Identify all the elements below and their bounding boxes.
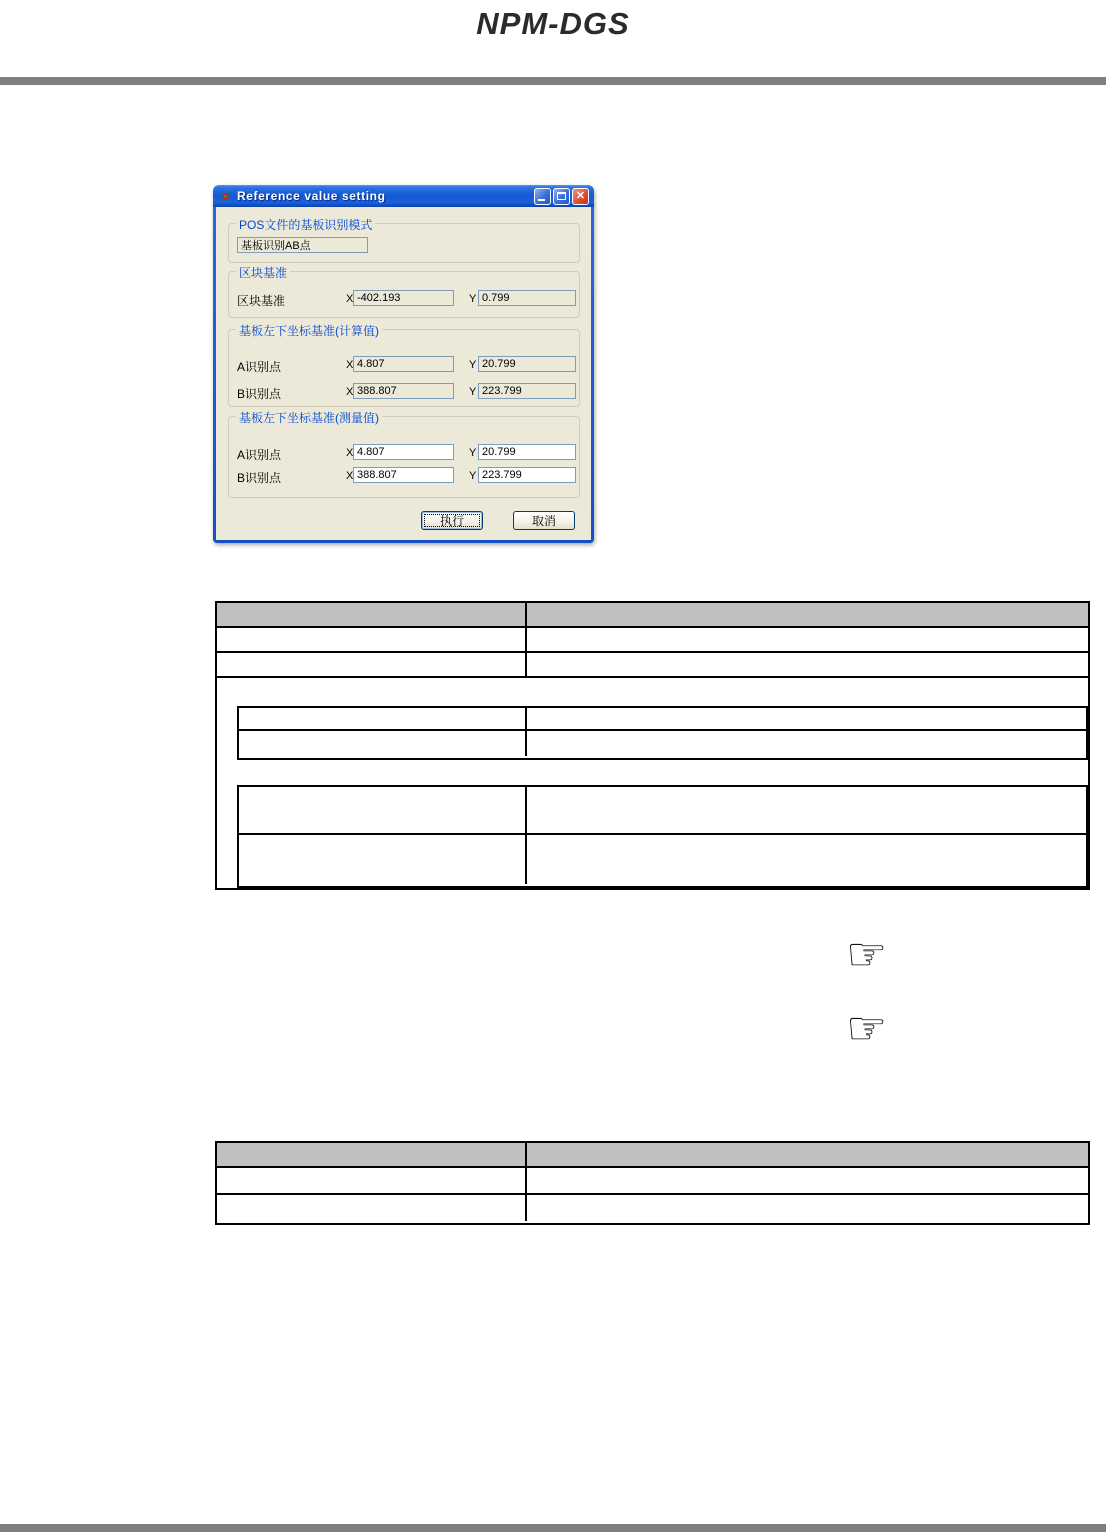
reference-value-setting-dialog: [213, 185, 594, 543]
table-header-cell: [217, 603, 527, 626]
table-cell: [239, 708, 527, 729]
table-cell: [217, 1195, 527, 1221]
x-axis-label: X: [346, 293, 354, 305]
group-pos-recognition-mode-caption: POS文件的基板识别模式: [236, 216, 375, 233]
point-b-meas-y-field[interactable]: [478, 467, 576, 483]
block-reference-x-field[interactable]: [353, 290, 454, 306]
group-block-reference-caption: 区块基准: [236, 264, 290, 281]
point-a-calc-x-field[interactable]: [353, 356, 454, 372]
group-board-reference-measured: [228, 411, 580, 498]
table-cell: [239, 835, 527, 884]
table-header-row: [217, 603, 1088, 628]
group-board-reference-calculated: [228, 324, 580, 407]
close-button[interactable]: ✕: [572, 188, 589, 205]
table-nested-block: [237, 706, 1088, 760]
minimize-icon: [538, 199, 545, 201]
app-icon: [218, 189, 233, 204]
x-axis-label: X: [346, 447, 354, 459]
table-cell: [217, 1168, 527, 1193]
table-cell: [239, 787, 527, 833]
table-row: [239, 787, 1086, 835]
dialog-client-area: [216, 207, 591, 540]
x-axis-label: X: [346, 470, 354, 482]
group-board-reference-measured-caption: 基板左下坐标基准(测量值): [236, 409, 382, 426]
table-nested-block: [237, 785, 1088, 888]
table-section-row: [217, 760, 1088, 785]
pointing-hand-icon: ☞: [846, 927, 888, 981]
description-table-1: [215, 601, 1090, 890]
x-axis-label: X: [346, 359, 354, 371]
y-axis-label: Y: [469, 470, 477, 482]
point-a-meas-x-field[interactable]: [353, 444, 454, 460]
table-section-row: [217, 678, 1088, 706]
y-axis-label: Y: [469, 447, 477, 459]
block-reference-y-field[interactable]: [478, 290, 576, 306]
page-title: NPM-DGS: [476, 6, 630, 41]
group-block-reference: [228, 266, 580, 318]
board-recognition-mode-field[interactable]: [237, 237, 368, 253]
point-a-label: A识别点: [237, 448, 282, 462]
table-cell: [239, 731, 527, 756]
table-row: [239, 835, 1086, 884]
point-a-label: A识别点: [237, 360, 282, 374]
table-row: [239, 708, 1086, 731]
y-axis-label: Y: [469, 386, 477, 398]
group-board-reference-calculated-caption: 基板左下坐标基准(计算值): [236, 322, 382, 339]
table-header-cell: [217, 1143, 527, 1166]
group-pos-recognition-mode: [228, 218, 580, 263]
y-axis-label: Y: [469, 359, 477, 371]
table-cell: [217, 653, 527, 676]
point-b-meas-x-field[interactable]: [353, 467, 454, 483]
dialog-title: Reference value setting: [237, 189, 386, 203]
point-b-calc-x-field[interactable]: [353, 383, 454, 399]
x-axis-label: X: [346, 386, 354, 398]
pointing-hand-icon: ☞: [846, 1001, 888, 1055]
minimize-button[interactable]: [534, 188, 551, 205]
table-row: [217, 1195, 1088, 1221]
header-divider: [0, 77, 1106, 85]
table-row: [239, 731, 1086, 756]
y-axis-label: Y: [469, 293, 477, 305]
point-a-meas-y-field[interactable]: [478, 444, 576, 460]
point-b-label: B识别点: [237, 471, 282, 485]
point-b-label: B识别点: [237, 387, 282, 401]
cancel-button[interactable]: 取消: [513, 511, 575, 530]
dialog-titlebar[interactable]: [213, 185, 594, 207]
maximize-button[interactable]: [553, 188, 570, 205]
point-b-calc-y-field[interactable]: [478, 383, 576, 399]
table-header-row: [217, 1143, 1088, 1168]
maximize-icon: [557, 192, 566, 200]
footer-divider: [0, 1524, 1106, 1532]
execute-button[interactable]: 执行: [421, 511, 483, 530]
block-reference-label: 区块基准: [237, 294, 286, 308]
table-row: [217, 653, 1088, 678]
table-row: [217, 628, 1088, 653]
table-cell: [217, 628, 527, 651]
table-row: [217, 1168, 1088, 1195]
description-table-2: [215, 1141, 1090, 1225]
point-a-calc-y-field[interactable]: [478, 356, 576, 372]
